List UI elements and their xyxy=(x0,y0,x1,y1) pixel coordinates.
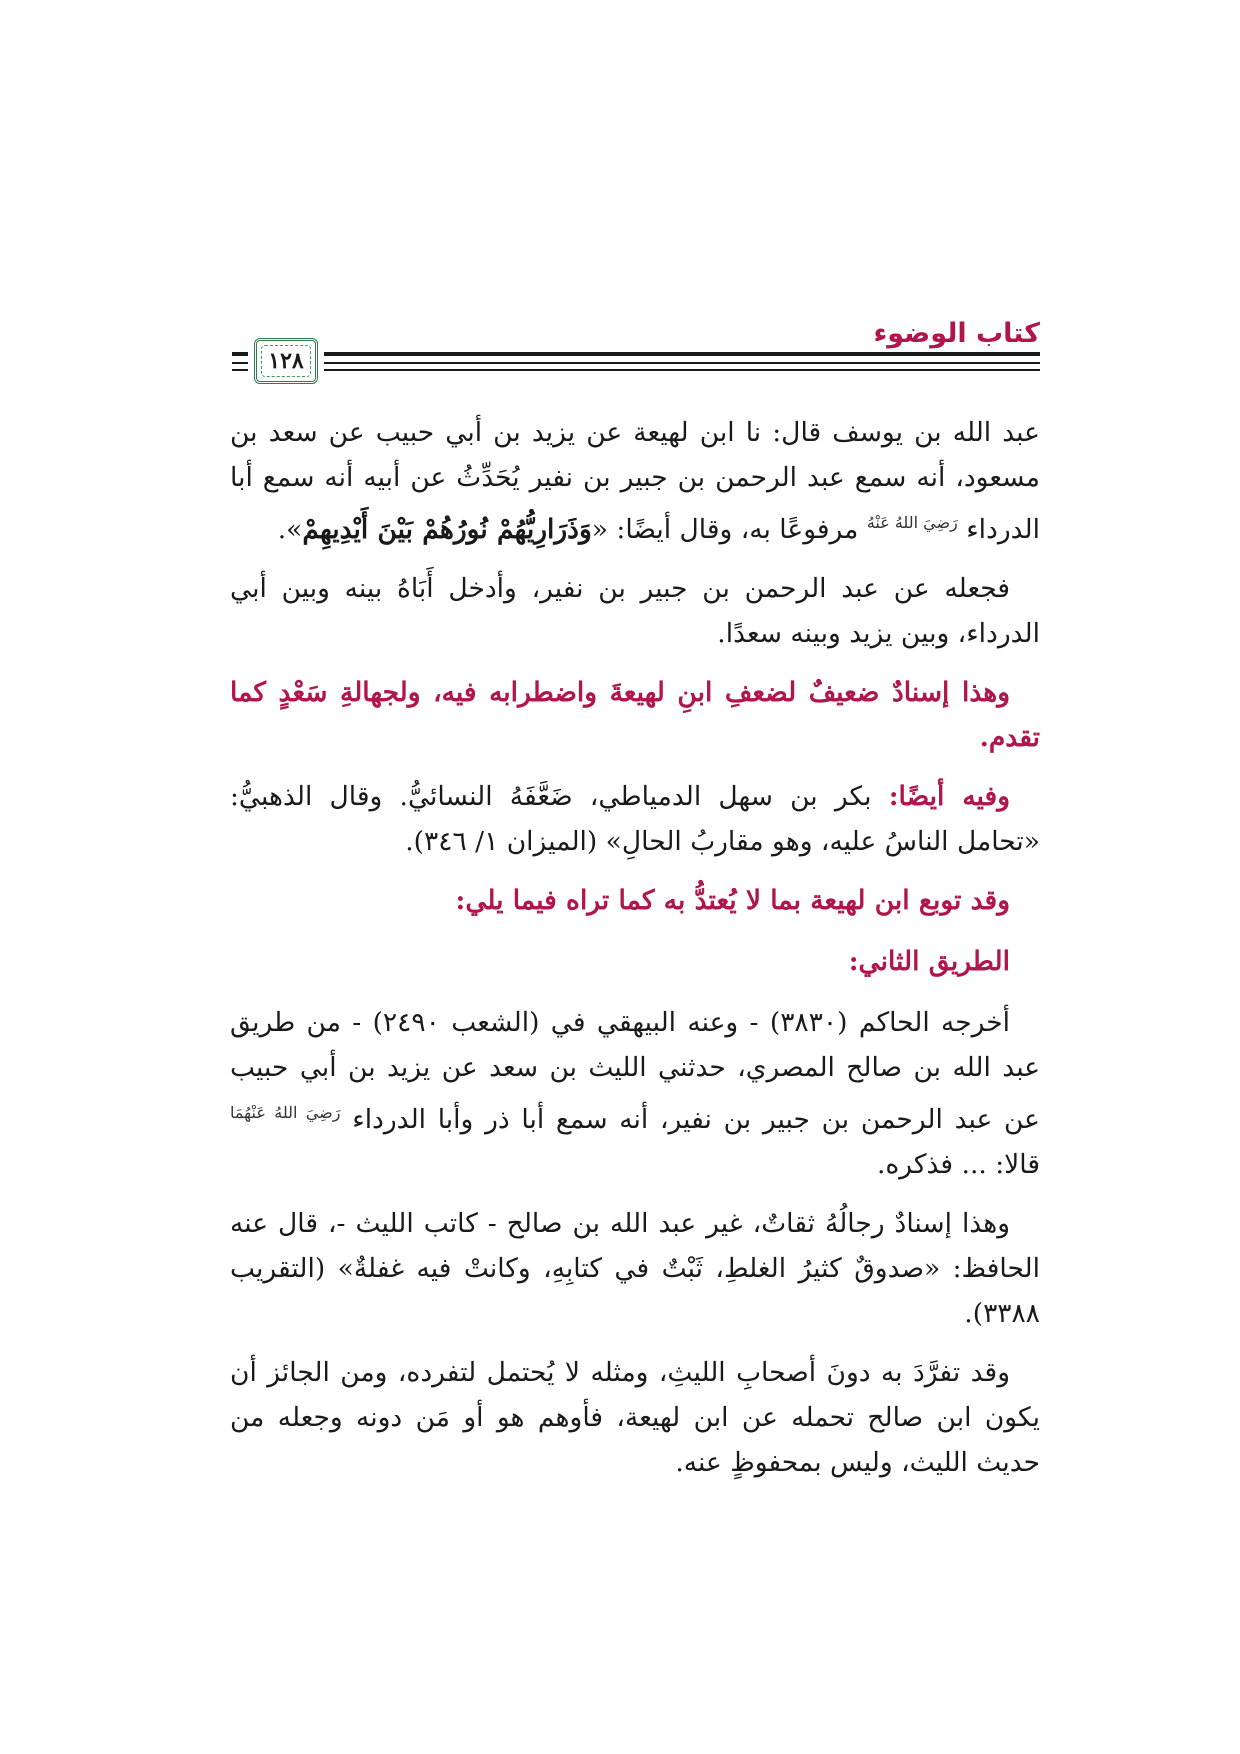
page-header xyxy=(232,318,1040,392)
header-rule-thin xyxy=(232,369,1040,371)
paragraph xyxy=(230,774,1040,864)
header-rule-thick xyxy=(232,352,1040,356)
paragraph xyxy=(230,410,1040,552)
section-heading: الطريق الثاني: xyxy=(848,945,1010,977)
paragraph xyxy=(230,1000,1040,1187)
paragraph-text: قالا: ... فذكره. xyxy=(876,1148,1040,1180)
honorific-glyph: رَضِيَ اللهُ عَنْهُ xyxy=(866,513,958,532)
paragraph-text: مرفوعًا به، وقال أيضًا: « xyxy=(591,513,859,545)
paragraph-text: بكر بن سهل الدمياطي، ضَعَّفَهُ النسائيُّ. وقال الذهبيُّ: «تحامل الناسُ عليه، وهو مقاربُ الحالِ» (الميزان ١/ ٣٤٦). xyxy=(230,780,1040,857)
highlight-lead: وفيه أيضًا: xyxy=(888,780,1010,812)
honorific-glyph: رَضِيَ اللهُ عَنْهُمَا xyxy=(230,1102,341,1122)
chapter-title: كتاب الوضوء xyxy=(873,318,1040,349)
page-number-badge xyxy=(254,338,318,384)
page-body xyxy=(230,410,1040,1499)
paragraph-text: ». xyxy=(277,513,303,545)
section-heading: وقد توبع ابن لهيعة بما لا يُعتدُّ به كما تراه فيما يلي: xyxy=(455,884,1010,916)
paragraph-text: عبد الله بن يوسف قال: نا ابن لهيعة عن يزيد بن أبي حبيب عن سعد بن مسعود، أنه سمع عبد الرحمن بن جبير بن نفير يُحَدِّثُ عن أبيه أنه سمع أبا الدرداء xyxy=(230,417,1040,545)
header-rule-thin xyxy=(232,362,1040,364)
paragraph-text: أخرجه الحاكم (٣٨٣٠) - وعنه البيهقي في (الشعب ٢٤٩٠) - من طريق عبد الله بن صالح المصري، حدثني الليث بن سعد عن يزيد بن أبي حبيب عن عبد الرحمن بن جبير بن نفير، أنه سمع أبا ذر وأبا الدرداء xyxy=(230,1006,1040,1135)
page-number: ١٢٨ xyxy=(268,348,304,374)
paragraph: وقد تفرَّدَ به دونَ أصحابِ الليثِ، ومثله لا يُحتمل لتفرده، ومن الجائز أن يكون ابن صالح تحمله عن ابن لهيعة، فأوهم هو أو مَن دونه وجعله من حديث الليث، وليس بمحفوظٍ عنه. xyxy=(230,1356,1040,1478)
paragraph: وهذا إسنادٌ رجالُهُ ثقاتٌ، غير عبد الله بن صالح - كاتب الليث -، قال عنه الحافظ: «صدوقٌ كثيرُ الغلطِ، ثَبْتٌ في كتابِهِ، وكانتْ فيه غفلةٌ» (التقريب ٣٣٨٨). xyxy=(230,1207,1040,1329)
highlighted-statement: وهذا إسنادٌ ضعيفٌ لضعفِ ابنِ لهيعةَ واضطرابه فيه، ولجهالةِ سَعْدٍ كما تقدم. xyxy=(230,676,1040,753)
paragraph: فجعله عن عبد الرحمن بن جبير بن نفير، وأدخل أَبَاهُ بينه وبين أبي الدرداء، وبين يزيد وبينه سعدًا. xyxy=(230,572,1040,649)
quran-quote: وَذَرَارِيُّهُمْ نُورُهُمْ بَيْنَ أَيْدِيهِمْ xyxy=(302,513,592,545)
